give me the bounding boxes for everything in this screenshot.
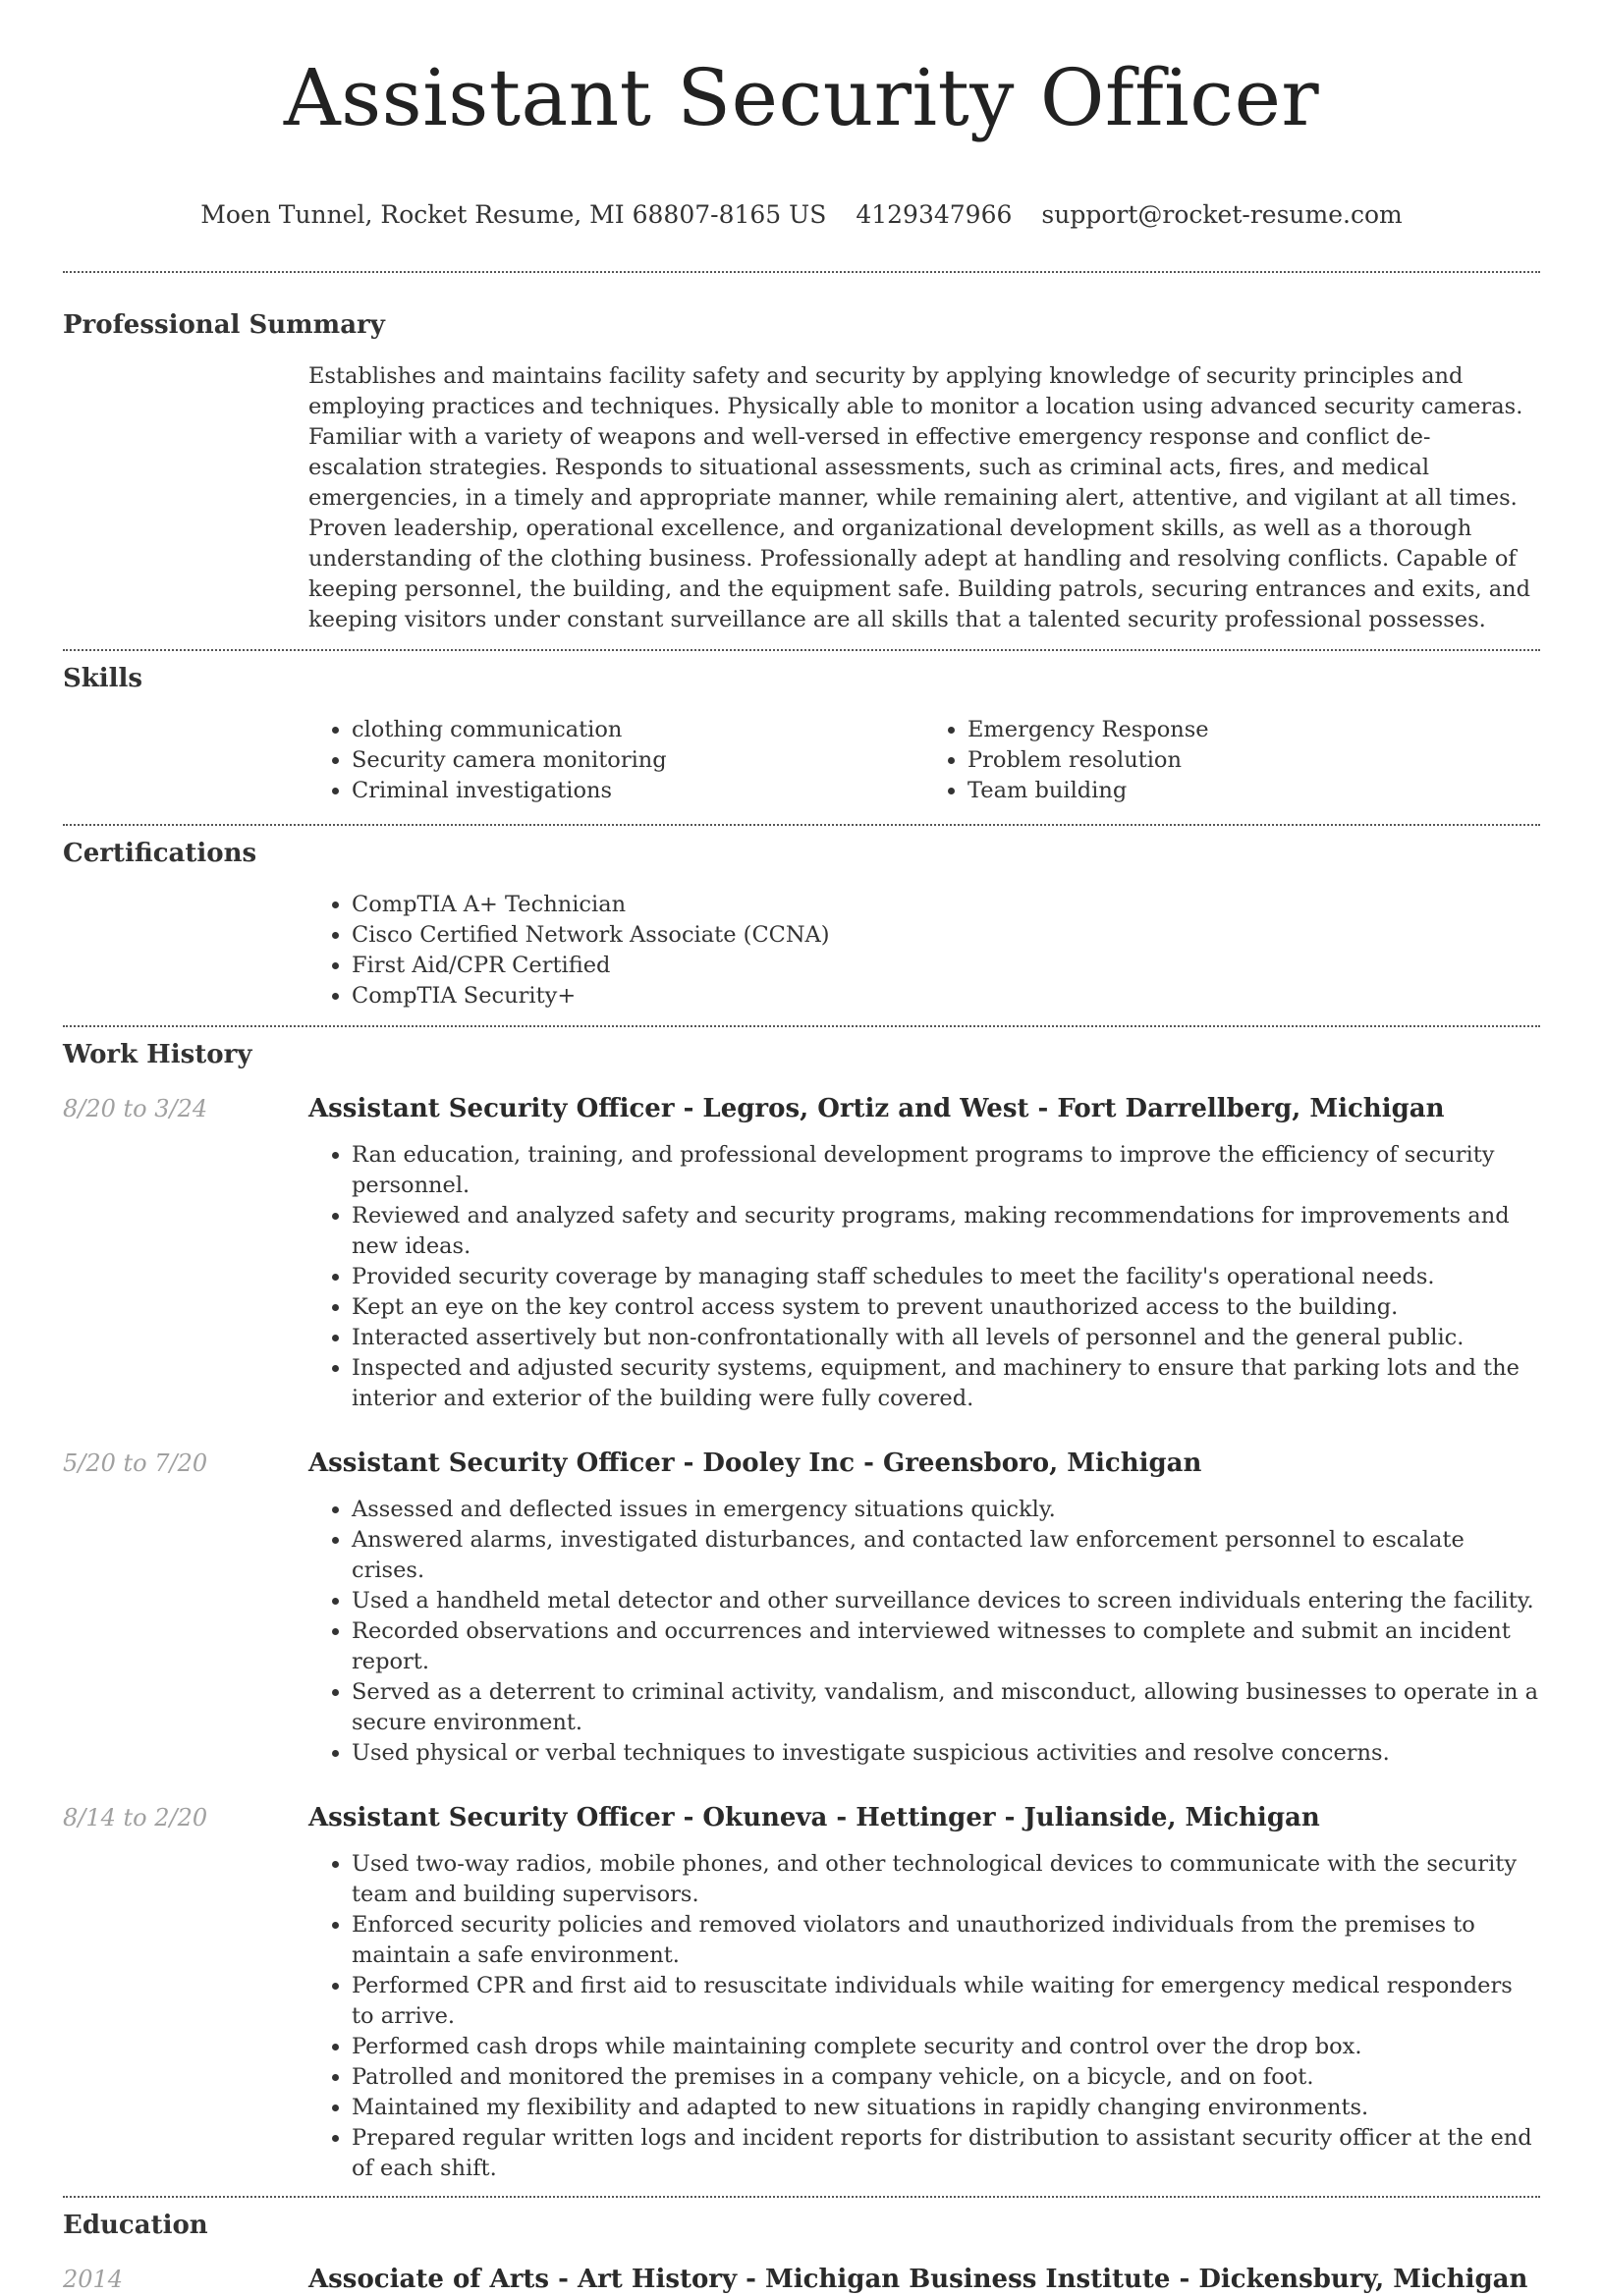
certifications-list bbox=[308, 890, 1540, 1011]
certification-item: • Cisco Certified Network Associate (CCNA) bbox=[352, 920, 1540, 951]
education-entry bbox=[63, 2263, 1540, 2296]
education-degree: Associate of Arts - Art History - Michigan Business Institute - Dickensbury, Michigan bbox=[308, 2264, 1528, 2294]
job-bullet: • Used two-way radios, mobile phones, and other technological devices to communicate with the security team and building supervisors. bbox=[352, 1849, 1540, 1910]
summary-section bbox=[63, 273, 1540, 649]
job-bullet: • Served as a deterrent to criminal activity, vandalism, and misconduct, allowing businesses to operate in a secure environment. bbox=[352, 1677, 1540, 1738]
job-bullet: • Used a handheld metal detector and other surveillance devices to screen individuals entering the facility. bbox=[352, 1586, 1540, 1616]
job-bullet: • Recorded observations and occurrences and interviewed witnesses to complete and submit an incident report. bbox=[352, 1616, 1540, 1677]
job-bullet: • Performed CPR and first aid to resuscitate individuals while waiting for emergency medical responders to arrive. bbox=[352, 1971, 1540, 2032]
job-bullet: • Assessed and deflected issues in emergency situations quickly. bbox=[352, 1495, 1540, 1525]
job-title: Assistant Security Officer - Dooley Inc - Greensboro, Michigan bbox=[308, 1448, 1202, 1478]
job-bullet: • Inspected and adjusted security systems, equipment, and machinery to ensure that parking lots and the interior and exterior of the building were fully covered. bbox=[352, 1353, 1540, 1414]
work-history-heading: Work History bbox=[63, 1039, 252, 1069]
job-date: 8/14 to 2/20 bbox=[63, 1803, 208, 1831]
job-bullet: • Kept an eye on the key control access system to prevent unauthorized access to the building. bbox=[352, 1292, 1540, 1323]
education-date: 2014 bbox=[63, 2265, 124, 2293]
job-bullet: • Answered alarms, investigated disturbances, and contacted law enforcement personnel to escalate crises. bbox=[352, 1525, 1540, 1586]
skill-item: • Criminal investigations bbox=[352, 776, 924, 806]
certification-item: • CompTIA A+ Technician bbox=[352, 890, 1540, 920]
job-title: Assistant Security Officer - Legros, Ortiz and West - Fort Darrellberg, Michigan bbox=[308, 1093, 1445, 1123]
job-entry bbox=[63, 1801, 1540, 2184]
job-bullets bbox=[308, 1140, 1540, 1414]
contact-address: Moen Tunnel, Rocket Resume, MI 68807-8165 US bbox=[200, 199, 827, 229]
skills-heading: Skills bbox=[63, 663, 143, 693]
job-bullet: • Performed cash drops while maintaining complete security and control over the drop box. bbox=[352, 2032, 1540, 2062]
job-bullet: • Ran education, training, and professional development programs to improve the efficiency of security personnel. bbox=[352, 1140, 1540, 1201]
certifications-section bbox=[63, 826, 1540, 1025]
summary-text: Establishes and maintains facility safety and security by applying knowledge of security principles and employing practices and techniques. Physically able to monitor a location using advanced security cameras. Familiar with a variety of weapons and well-versed in effective emergency response and conflict de-escalation strategies. Responds to situational assessments, such as criminal acts, fires, and medical emergencies, in a timely and appropriate manner, while remaining alert, attentive, and vigilant at all times. Proven leadership, operational excellence, and organizational development skills, as well as a thorough understanding of the clothing business. Professionally adept at handling and resolving conflicts. Capable of keeping personnel, the building, and the equipment safe. Building patrols, securing entrances and exits, and keeping visitors under constant surveillance are all skills that a talented security professional possesses. bbox=[308, 362, 1531, 632]
contact-line bbox=[63, 198, 1540, 232]
job-entry bbox=[63, 1447, 1540, 1769]
skills-section bbox=[63, 651, 1540, 824]
skill-item: • Emergency Response bbox=[967, 715, 1540, 745]
job-bullet: • Reviewed and analyzed safety and security programs, making recommendations for improvements and new ideas. bbox=[352, 1201, 1540, 1262]
job-entry bbox=[63, 1092, 1540, 1414]
skills-list-right bbox=[924, 715, 1540, 806]
job-bullets bbox=[308, 1849, 1540, 2184]
job-bullet: • Maintained my flexibility and adapted to new situations in rapidly changing environments. bbox=[352, 2093, 1540, 2123]
job-bullet: • Provided security coverage by managing staff schedules to meet the facility's operational needs. bbox=[352, 1262, 1540, 1292]
education-section bbox=[63, 2198, 1540, 2296]
skill-item: • Security camera monitoring bbox=[352, 745, 924, 776]
job-bullet: • Patrolled and monitored the premises in a company vehicle, on a bicycle, and on foot. bbox=[352, 2062, 1540, 2093]
job-bullet: • Prepared regular written logs and incident reports for distribution to assistant security officer at the end of each shift. bbox=[352, 2123, 1540, 2184]
summary-heading: Professional Summary bbox=[63, 309, 385, 340]
job-bullet: • Enforced security policies and removed violators and unauthorized individuals from the premises to maintain a safe environment. bbox=[352, 1910, 1540, 1971]
job-bullet: • Used physical or verbal techniques to investigate suspicious activities and resolve concerns. bbox=[352, 1738, 1540, 1769]
skills-list-left bbox=[308, 715, 924, 806]
education-heading: Education bbox=[63, 2210, 208, 2240]
job-date: 8/20 to 3/24 bbox=[63, 1094, 208, 1122]
contact-email: support@rocket-resume.com bbox=[1041, 199, 1403, 229]
skill-item: • Problem resolution bbox=[967, 745, 1540, 776]
resume-name: Assistant Security Officer bbox=[283, 52, 1320, 143]
certification-item: • First Aid/CPR Certified bbox=[352, 951, 1540, 981]
job-bullets bbox=[308, 1495, 1540, 1769]
job-bullet: • Interacted assertively but non-confrontationally with all levels of personnel and the general public. bbox=[352, 1323, 1540, 1353]
job-date: 5/20 to 7/20 bbox=[63, 1449, 208, 1477]
job-title: Assistant Security Officer - Okuneva - Hettinger - Julianside, Michigan bbox=[308, 1802, 1320, 1832]
skill-item: • Team building bbox=[967, 776, 1540, 806]
contact-phone: 4129347966 bbox=[856, 199, 1013, 229]
resume-page bbox=[63, 0, 1540, 2296]
certification-item: • CompTIA Security+ bbox=[352, 981, 1540, 1011]
certifications-heading: Certifications bbox=[63, 838, 257, 868]
skill-item: • clothing communication bbox=[352, 715, 924, 745]
work-history-section bbox=[63, 1027, 1540, 2196]
